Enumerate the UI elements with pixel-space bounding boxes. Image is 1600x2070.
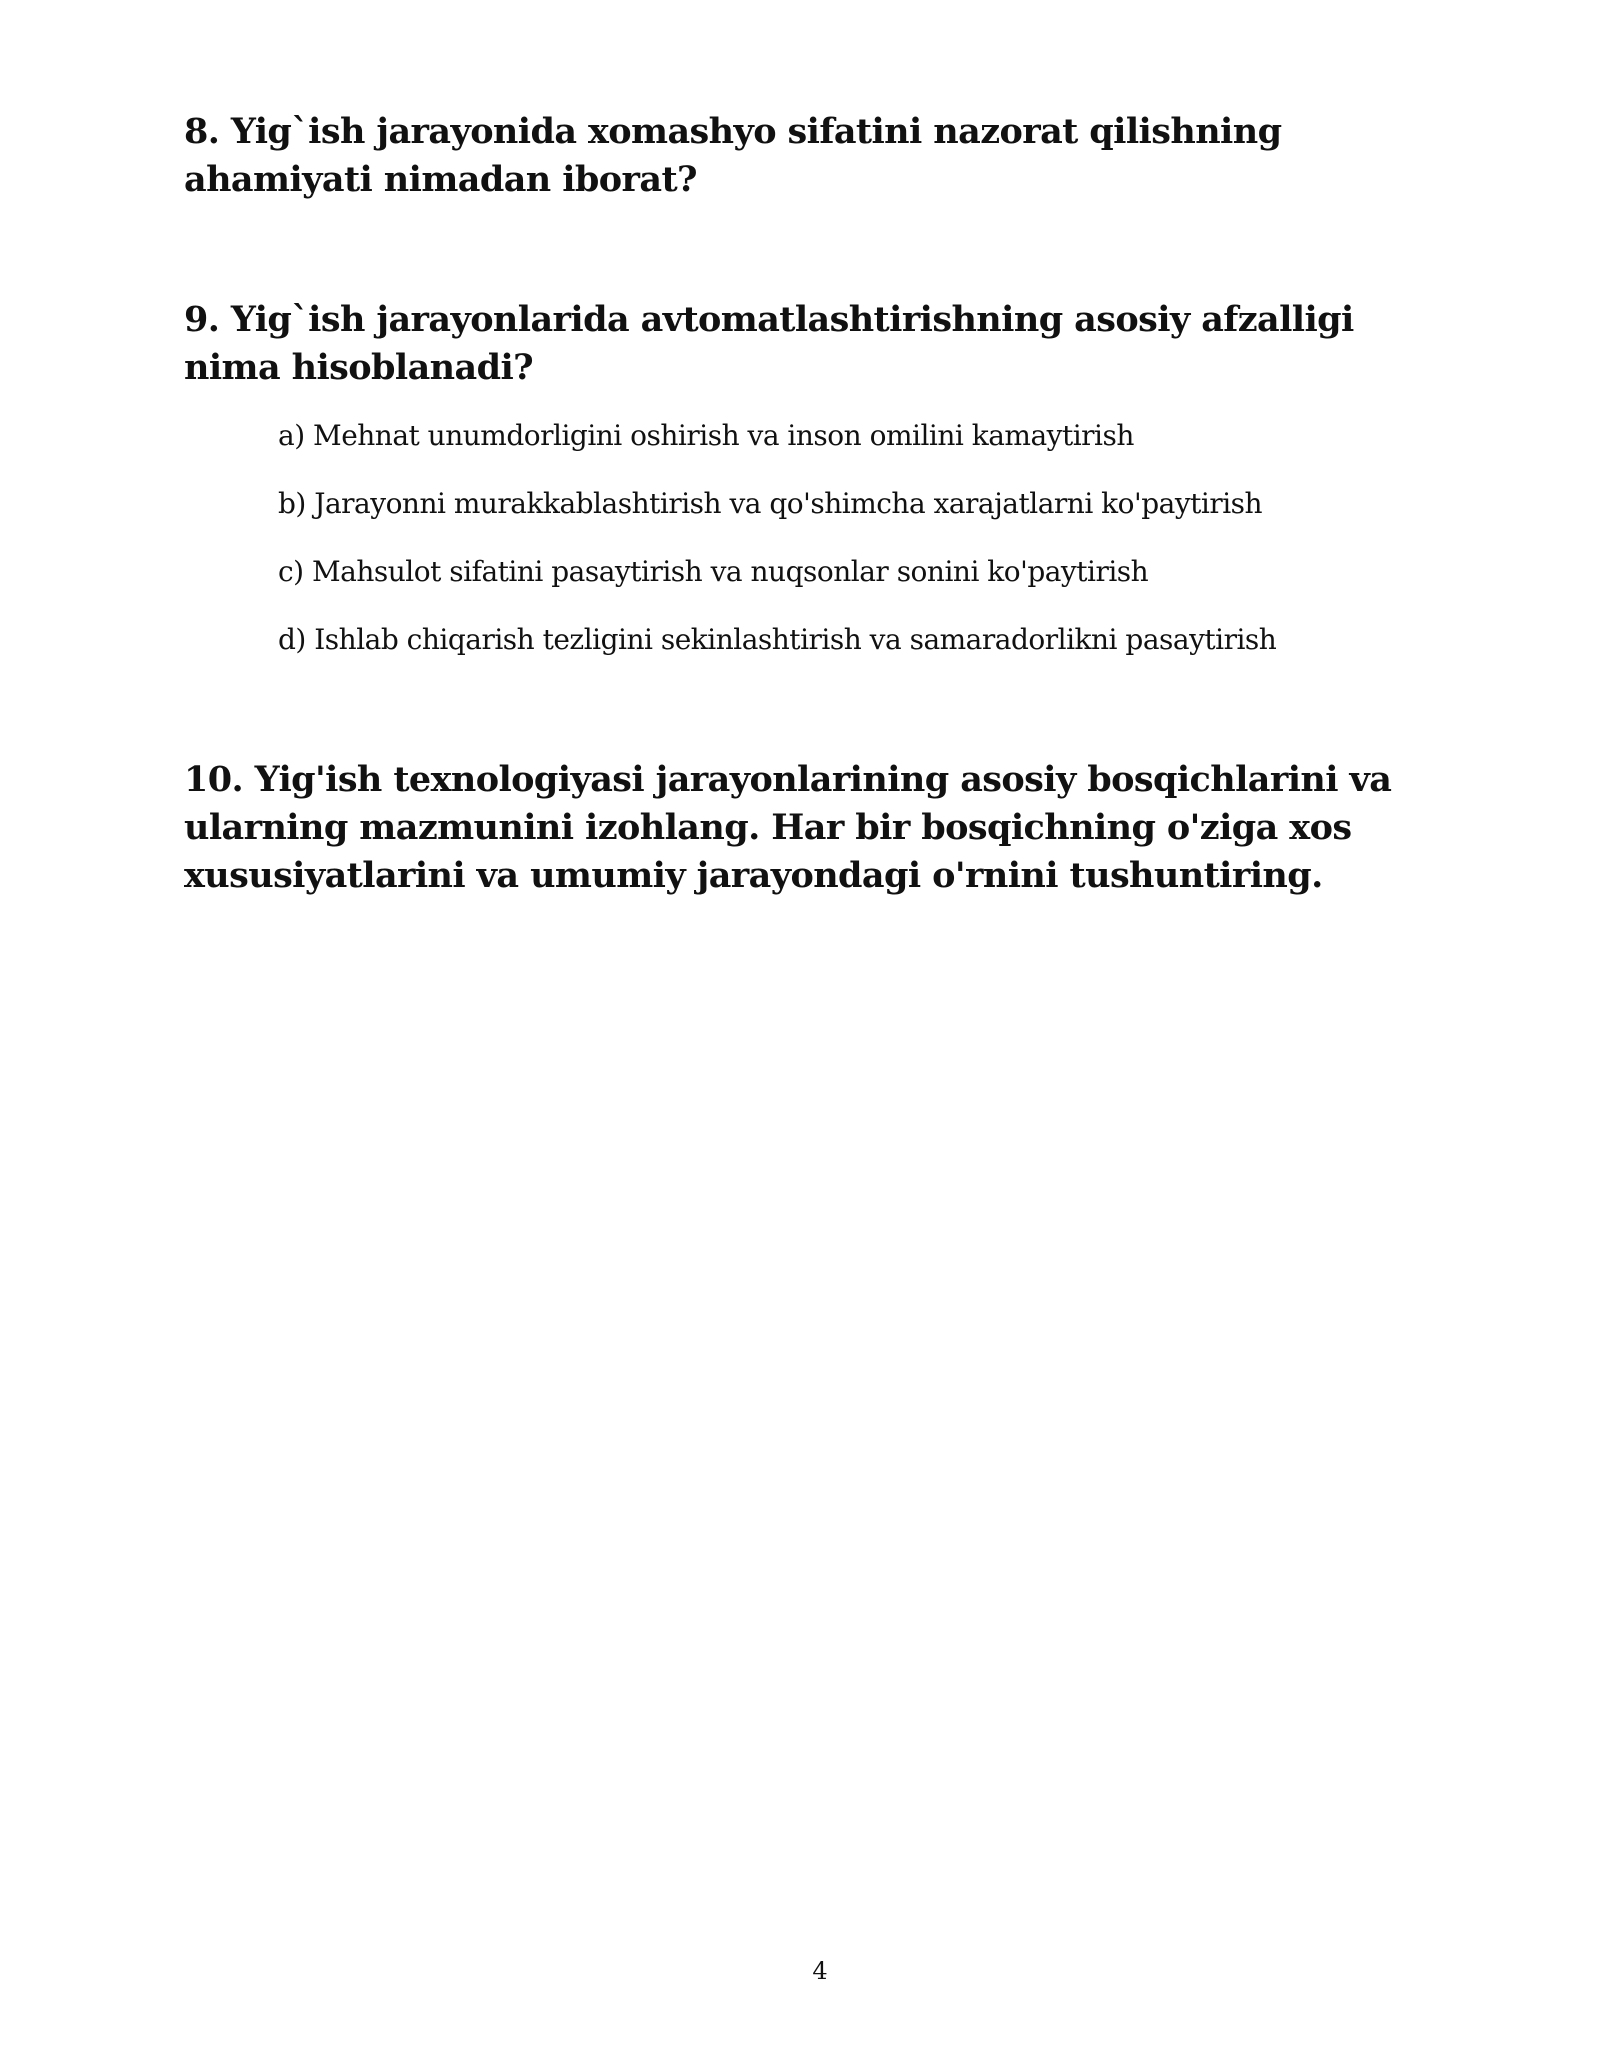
page-number: 4 [812, 1957, 828, 1985]
option-a: a) Mehnat unumdorligini oshirish va inson omilini kamaytirish [278, 419, 1134, 452]
question-8: 8. Yig`ish jarayonida xomashyo sifatini nazorat qilishning ahamiyati nimadan iborat? [184, 111, 1282, 200]
question-9: 9. Yig`ish jarayonlarida avtomatlashtirishning asosiy afzalligi nima hisoblanadi? [184, 299, 1354, 388]
option-b: b) Jarayonni murakkablashtirish va qo'shimcha xarajatlarni ko'paytirish [278, 487, 1263, 520]
question-9-options [278, 418, 1458, 690]
question-10: 10. Yig'ish texnologiyasi jarayonlarining asosiy bosqichlarini va ularning mazmunini izohlang. Har bir bosqichning o'ziga xos xususiyatlarini va umumiy jarayondagi o'rnini tushuntiring. [184, 759, 1392, 896]
option-c: c) Mahsulot sifatini pasaytirish va nuqsonlar sonini ko'paytirish [278, 555, 1149, 588]
option-d: d) Ishlab chiqarish tezligini sekinlashtirish va samaradorlikni pasaytirish [278, 623, 1277, 656]
